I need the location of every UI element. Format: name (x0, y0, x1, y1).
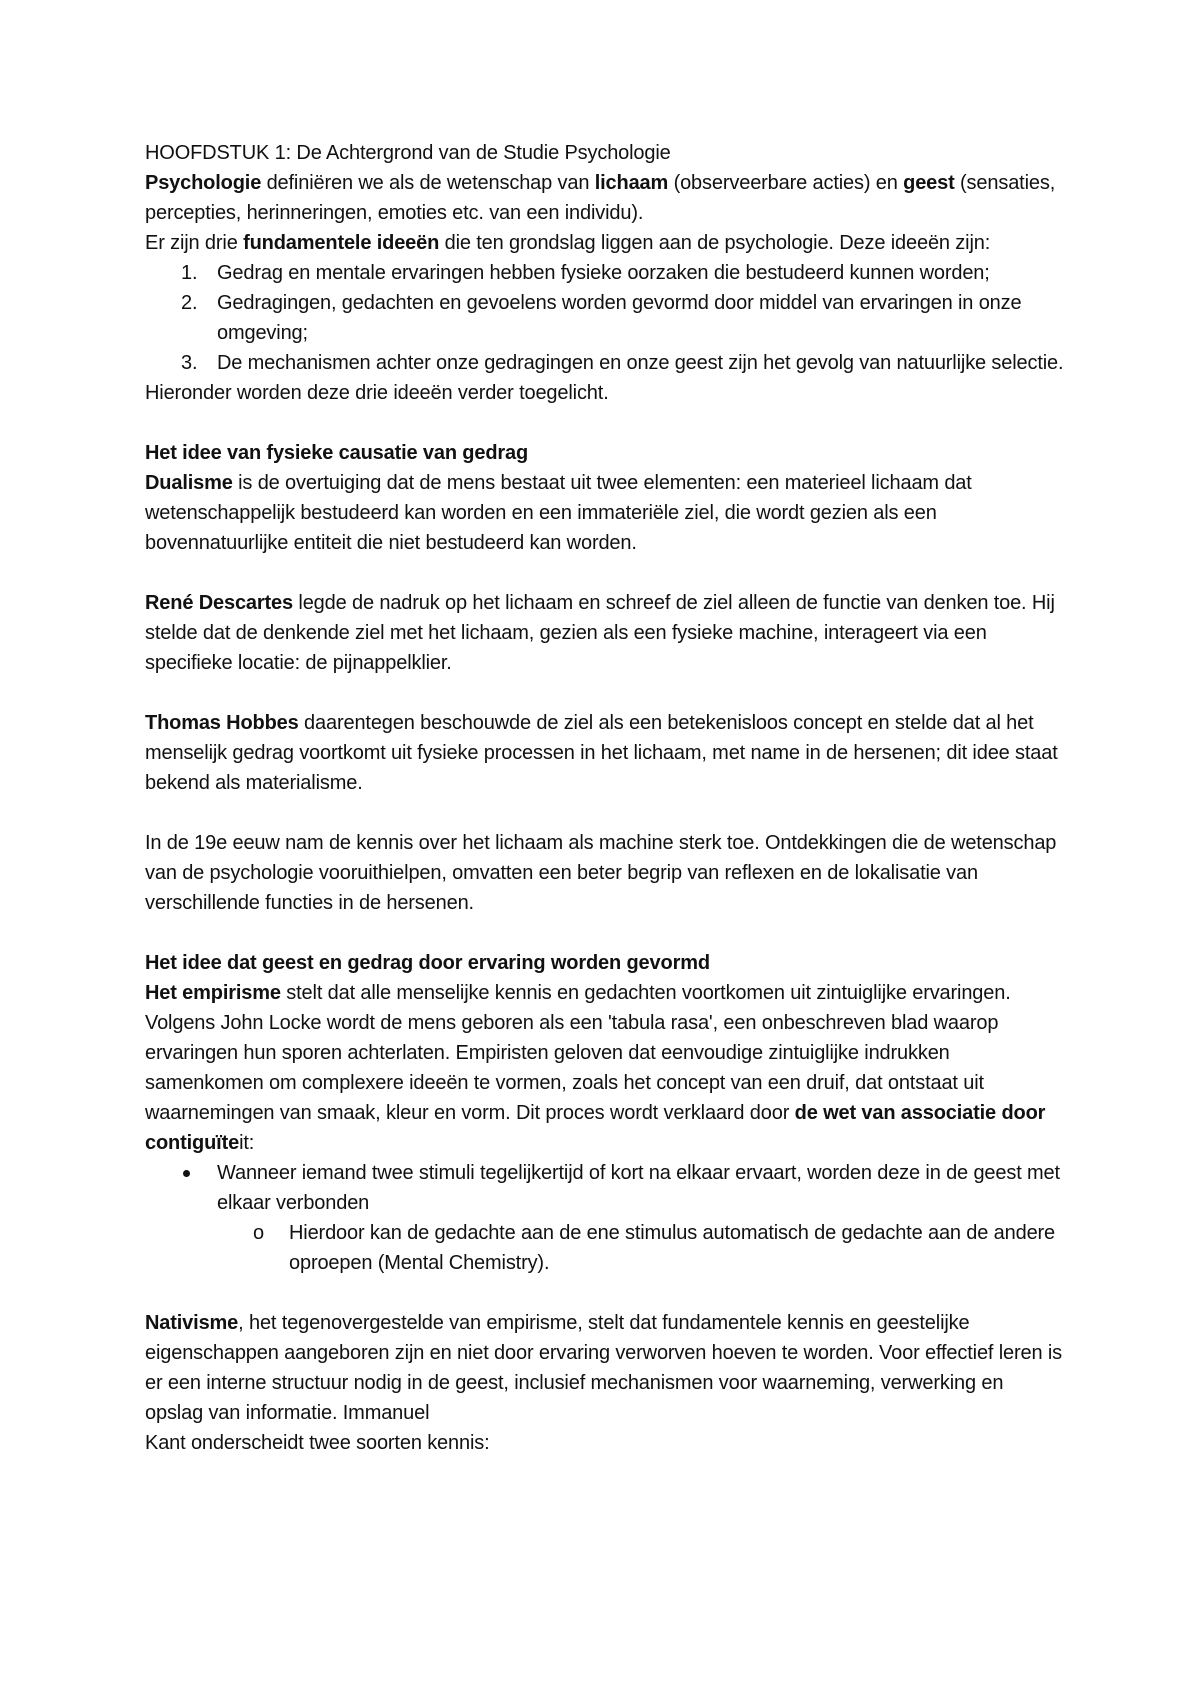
chapter-title: HOOFDSTUK 1: De Achtergrond van de Studie Psychologie (145, 142, 671, 164)
ideas-numbered-list (145, 258, 1065, 378)
term-dualisme: Dualisme (145, 472, 233, 494)
bullet-text: Wanneer iemand twee stimuli tegelijkertijd of kort na elkaar ervaart, worden deze in de geest met elkaar verbonden (217, 1162, 1060, 1214)
list-item (145, 258, 1065, 288)
bullet-list-item (145, 1158, 1065, 1218)
term-fundamentele-ideeen: fundamentele ideeën (243, 232, 440, 254)
sub-bullet-list-item (145, 1218, 1065, 1278)
term-empirisme: Het empirisme (145, 982, 281, 1004)
list-number: 2. (181, 292, 198, 314)
descartes-paragraph (145, 588, 1065, 678)
term-lichaam: lichaam (594, 172, 669, 194)
sub-bullet-text: Hierdoor kan de gedachte aan de ene stimulus automatisch de gedachte aan de andere oproepen (Mental Chemistry). (289, 1222, 1056, 1274)
list-number: 1. (181, 262, 198, 284)
text-run: definiëren we als de wetenschap van (261, 172, 595, 194)
empirisme-paragraph (145, 978, 1065, 1158)
spacer (145, 678, 1065, 708)
ideas-intro-paragraph (145, 228, 1065, 258)
dualisme-paragraph (145, 468, 1065, 558)
nativisme-paragraph (145, 1308, 1065, 1458)
spacer (145, 408, 1065, 438)
term-psychologie: Psychologie (145, 172, 262, 194)
text-run: (sensaties, percepties, herinneringen, emoties etc. van een individu). (145, 172, 1056, 224)
list-item-text: Gedrag en mentale ervaringen hebben fysieke oorzaken die bestudeerd kunnen worden; (217, 262, 990, 284)
spacer (145, 558, 1065, 588)
document-page (145, 138, 1065, 1458)
section-heading-ervaring (145, 948, 1065, 978)
list-number: 3. (181, 352, 198, 374)
section-heading-causatie (145, 438, 1065, 468)
term-nativisme: Nativisme (145, 1312, 239, 1334)
list-item (145, 288, 1065, 348)
ideas-outro-paragraph: Hieronder worden deze drie ideeën verder toegelicht. (145, 382, 609, 404)
text-run: stelt dat alle menselijke kennis en gedachten voortkomen uit zintuiglijke ervaringen. Volgens John Locke wordt de mens geboren als een 'tabula rasa', een onbeschreven blad waarop ervaringen hun sporen achterlaten. Empiristen geloven dat eenvoudige zintuiglijke indrukken samenkomen om complexere ideeën te vormen, zoals het concept van een druif, dat ontstaat uit waarnemingen van smaak, kleur en vorm. Dit proces wordt verklaard door (145, 982, 1011, 1124)
intro-paragraph (145, 168, 1065, 228)
term-geest: geest (903, 172, 955, 194)
list-item (145, 348, 1065, 378)
text-run: die ten grondslag liggen aan de psychologie. Deze ideeën zijn: (439, 232, 991, 254)
list-item-text: De mechanismen achter onze gedragingen en onze geest zijn het gevolg van natuurlijke selectie. (217, 352, 1064, 374)
nineteenth-century-paragraph: In de 19e eeuw nam de kennis over het lichaam als machine sterk toe. Ontdekkingen die de wetenschap van de psychologie vooruithielpen, omvatten een beter begrip van reflexen en de lokalisatie van verschillende functies in de hersenen. (145, 832, 1057, 914)
text-run: legde de nadruk op het lichaam en schreef de ziel alleen de functie van denken toe. Hij stelde dat de denkende ziel met het lichaam, gezien als een fysieke machine, interageert via een specifieke locatie: de pijnappelklier. (145, 592, 1055, 674)
spacer (145, 918, 1065, 948)
term-hobbes: Thomas Hobbes (145, 712, 299, 734)
list-item-text: Gedragingen, gedachten en gevoelens worden gevormd door middel van ervaringen in onze omgeving; (217, 292, 1022, 344)
text-run: (observeerbare acties) en (668, 172, 904, 194)
hobbes-paragraph (145, 708, 1065, 798)
term-wet-van-associatie: de wet van associatie door contiguïte (145, 1102, 1046, 1154)
text-run: it: (239, 1132, 255, 1154)
spacer (145, 798, 1065, 828)
bullet-dot-icon (183, 1170, 190, 1177)
text-run: Kant onderscheidt twee soorten kennis: (145, 1432, 490, 1454)
spacer (145, 1278, 1065, 1308)
text-run: Er zijn drie (145, 232, 244, 254)
term-descartes: René Descartes (145, 592, 293, 614)
text-run: is de overtuiging dat de mens bestaat uit twee elementen: een materieel lichaam dat wetenschappelijk bestudeerd kan worden en een immateriële ziel, die wordt gezien als een bovennatuurlijke entiteit die niet bestudeerd kan worden. (145, 472, 972, 554)
text-run: daarentegen beschouwde de ziel als een betekenisloos concept en stelde dat al het menselijk gedrag voortkomt uit fysieke processen in het lichaam, met name in de hersenen; dit idee staat bekend als materialisme. (145, 712, 1058, 794)
hollow-circle-bullet-icon: o (253, 1222, 264, 1244)
heading-text: Het idee dat geest en gedrag door ervaring worden gevormd (145, 952, 710, 974)
text-run: , het tegenovergestelde van empirisme, stelt dat fundamentele kennis en geestelijke eigenschappen aangeboren zijn en niet door ervaring verworven hoeven te worden. Voor effectief leren is er een interne structuur nodig in de geest, inclusief mechanismen voor waarneming, verwerking en opslag van informatie. Immanuel (145, 1312, 1063, 1424)
heading-text: Het idee van fysieke causatie van gedrag (145, 442, 529, 464)
